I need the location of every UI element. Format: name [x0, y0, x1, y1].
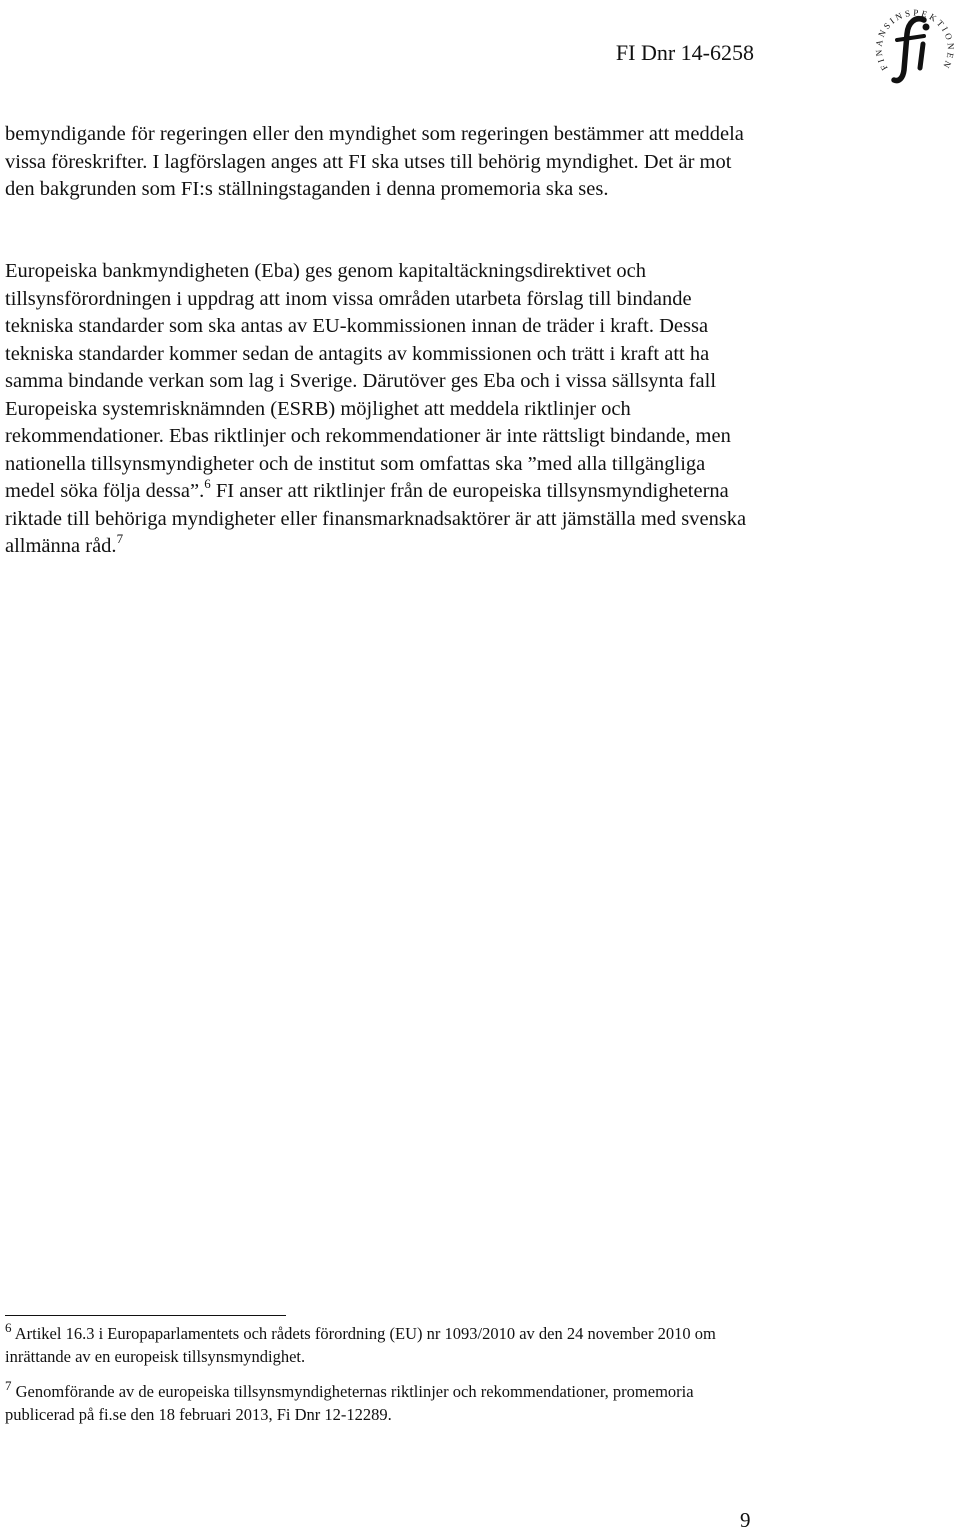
paragraph-text-part: Europeiska bankmyndigheten (Eba) ges genom kapitaltäckningsdirektivet och tillsynsförordningen i uppdrag att inom vissa områden utarbeta förslag till bindande tekniska standarder som ska antas av EU-kommissionen innan de träder i kraft. Dessa tekniska standarder kommer sedan de antagits av kommissionen och trätt i kraft att ha samma bindande verkan som lag i Sverige. Därutöver ges Eba och i vissa sällsynta fall Europeiska systemrisknämnden (ESRB) möjlighet att meddela riktlinjer och rekommendationer. Ebas riktlinjer och rekommendationer är inte rättsligt bindande, men nationella tillsynsmyndigheter och de institut som omfattas ska ”med alla tillgängliga medel söka följa dessa”.: [5, 260, 731, 502]
svg-text:FINANSINSPEKTIONEN: FINANSINSPEKTIONEN: [873, 7, 956, 73]
document-reference: FI Dnr 14-6258: [615, 40, 754, 65]
footnote-text: Artikel 16.3 i Europaparlamentets och rådets förordning (EU) nr 1093/2010 av den 24 november 2010 om inrättande av en europeisk tillsynsmyndighet.: [5, 1324, 716, 1366]
footnote-ref-6[interactable]: 6: [204, 476, 211, 492]
paragraph-eba: [5, 258, 757, 561]
footnote-text: Genomförande av de europeiska tillsynsmyndigheternas riktlinjer och rekommendationer, promemoria publicerad på fi.se den 18 februari 2013, Fi Dnr 12-12289.: [5, 1382, 694, 1424]
page-number: 9: [740, 1508, 751, 1532]
paragraph-text: [5, 258, 757, 561]
footnote-number: 6: [5, 1319, 12, 1335]
footnote-ref-7[interactable]: 7: [116, 531, 124, 547]
footnote-6: [5, 1319, 765, 1368]
paragraph-intro: [5, 121, 757, 204]
finansinspektionen-logo-mark: [866, 0, 960, 88]
footnote-divider: [5, 1315, 286, 1316]
footnote-number: 7: [5, 1377, 12, 1393]
footnote-7: [5, 1377, 765, 1426]
finansinspektionen-logo: [866, 0, 960, 88]
paragraph-text: bemyndigande för regeringen eller den myndighet som regeringen bestämmer att meddela vissa föreskrifter. I lagförslagen anges att FI ska utses till behörig myndighet. Det är mot den bakgrunden som FI:s ställningstaganden i denna promemoria ska ses.: [5, 123, 744, 200]
paragraph-text-part: FI anser att riktlinjer från de europeiska tillsynsmyndigheterna riktade till behöriga myndigheter eller finansmarknadsaktörer är att jämställa med svenska allmänna råd.: [5, 480, 747, 557]
